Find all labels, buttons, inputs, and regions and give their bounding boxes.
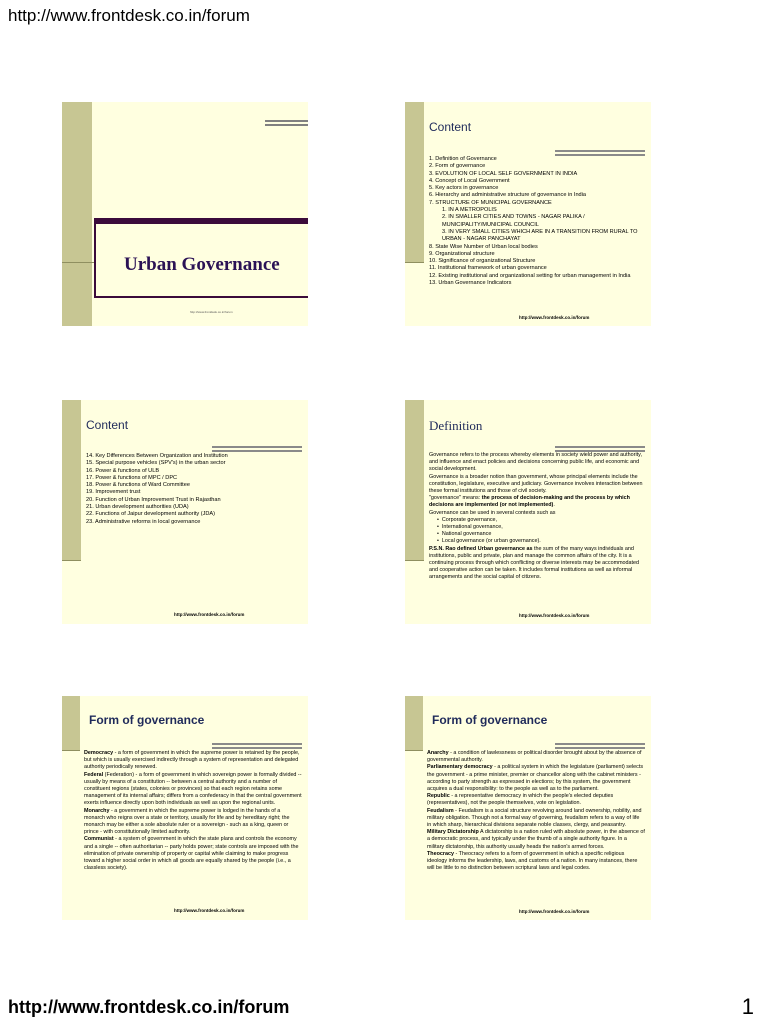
definition-text xyxy=(429,452,643,582)
paragraph: "governance" means: the process of decision-making and the process by which decisions are implemented (or not implemented). xyxy=(429,495,630,509)
sub-list-item: 1. IN A METROPOLIS xyxy=(442,207,497,214)
list-item: 1. Definition of Governance xyxy=(429,156,497,162)
slide-content-2 xyxy=(62,400,308,624)
slide-sidebar xyxy=(405,102,424,262)
list-item: 3. EVOLUTION OF LOCAL SELF GOVERNMENT IN INDIA xyxy=(429,170,578,177)
slide-url: http://www.frontdesk.co.in/forum xyxy=(519,909,590,914)
list-item: 15. Special purpose vehicles (SPV's) in the urban sector xyxy=(86,460,226,467)
definition-entry: Theocracy - Theocracy refers to a form of government in which a specific religious ideology informs the leadership, laws, and customs of a nation. In many instances, there will be little to no distinction between scriptural laws and legal codes. xyxy=(427,850,638,872)
definition-entry: Communist - a system of government in which the state plans and controls the economy and a single -- often authoritarian -- party holds power; state controls are imposed with the elimination of private ownership of property or capital while claiming to make progress toward a higher social order in which all goods are equally shared by the people (i.e., a classless society). xyxy=(84,836,299,872)
governance-definitions xyxy=(84,750,302,872)
list-item: 16. Power & functions of ULB xyxy=(86,467,160,474)
list-item: 21. Urban development authorities (UDA) xyxy=(86,504,189,511)
list-item: 10. Significance of organizational Structure xyxy=(429,258,536,265)
slide-definition xyxy=(405,400,651,624)
list-item: 18. Power & functions of Ward Committee xyxy=(86,482,190,489)
content-list xyxy=(86,453,300,526)
slide-heading: Form of governance xyxy=(89,713,205,727)
list-item: 9. Organizational structure xyxy=(429,250,495,257)
list-item: 19. Improvement trust xyxy=(86,489,141,496)
bullet-list xyxy=(429,517,643,546)
definition-entry: Republic - a representative democracy in which the people's elected deputies (representatives), not the people themselves, vote on legislation. xyxy=(427,793,614,807)
definition-entry: Feudalism - Feudalism is a social structure revolving around land ownership, nobility, and military obligation. Though not a formal way of governing, feudalism refers to a way of life in which sharp, hierarchical divisions separate noble classes, clergy, and peasantry. xyxy=(427,807,642,829)
definition-entry: Anarchy - a condition of lawlessness or political disorder brought about by the absence of governmental authority. xyxy=(427,750,642,764)
page-url-bottom[interactable]: http://www.frontdesk.co.in/forum xyxy=(8,997,290,1017)
slide-url: http://www.frontdesk.co.in/forum xyxy=(190,310,233,314)
list-item: 12. Existing institutional and organizational setting for urban management in India xyxy=(429,272,631,279)
list-item: 11. Institutional framework of urban governance xyxy=(429,265,547,272)
list-item: 8. State Wise Number of Urban local bodies xyxy=(429,243,538,250)
slide-heading: Content xyxy=(86,418,129,432)
list-item: 5. Key actors in governance xyxy=(429,185,499,192)
slide-sidebar xyxy=(62,400,81,560)
list-item: 4. Concept of Local Government xyxy=(429,177,510,184)
definition-entry: Parliamentary democracy - a political system in which the legislature (parliament) selects the government - a prime minister, premier or chancellor along with the cabinet ministers - according to party strength as expressed in elections; by this system, the government acquires a dual responsibility: to the people as well as to the parliament. xyxy=(427,764,644,793)
list-item: • National governance xyxy=(437,531,492,538)
paragraph: Governance can be used in several contexts such as xyxy=(429,509,556,516)
sidebar-rule xyxy=(405,262,424,263)
paragraph: Governance refers to the process whereby elements in society wield power and authority, and influence and enact policies and decisions concerning public life, and economic and social development. xyxy=(429,452,642,473)
list-item: 23. Administrative reforms in local governance xyxy=(86,518,201,525)
slide-title xyxy=(62,102,308,326)
slide-form-of-governance-1 xyxy=(62,696,308,920)
definition-entry: Democracy - a form of government in which the supreme power is retained by the people, but which is usually exercised indirectly through a system of representation and delegated authority periodically renewed. xyxy=(84,750,300,771)
list-item: 22. Functions of Jaipur development authority (JDA) xyxy=(86,511,216,518)
decorative-lines xyxy=(265,120,308,128)
paragraph: Governance is a broader notion than government, whose principal elements include the constitution, legislature, executive and judiciary. Governance involves interaction between these formal institutions and those of civil society. xyxy=(429,473,643,495)
slide-sidebar xyxy=(62,696,80,750)
sub-list-item: 2. IN SMALLER CITIES AND TOWNS - NAGAR PALIKA / MUNICIPALITY/MUNICIPAL COUNCIL xyxy=(442,214,585,228)
list-item: 2. Form of governance xyxy=(429,163,486,170)
slide-url: http://www.frontdesk.co.in/forum xyxy=(174,908,245,913)
list-item: • International governance, xyxy=(437,524,503,531)
slide-form-of-governance-2 xyxy=(405,696,651,920)
list-item: • Local governance (or urban governance). xyxy=(437,538,541,545)
page-number: 1 xyxy=(741,994,754,1019)
slide-url: http://www.frontdesk.co.in/forum xyxy=(174,612,245,617)
list-item: 14. Key Differences Between Organization and Institution xyxy=(86,453,228,459)
definition-entry: Military Dictatorship A dictatorship is a nation ruled with absolute power, in the absence of a democratic process, and typically under the thumb of a single authority figure. In a military dictatorship, this authority usually heads the nation's armed forces. xyxy=(427,829,645,850)
slide-url: http://www.frontdesk.co.in/forum xyxy=(519,315,590,320)
definition-entry: Federal (Federation) - a form of government in which sovereign power is formally divided -- usually by means of a constitution -- between a central authority and a number of constituent regions (states, colonies or provinces) so that each region retains some management of its internal affairs; differs from a confederacy in that the central government exerts influence directly upon both individuals as well as upon the regional units. xyxy=(84,771,302,807)
slide-sidebar xyxy=(62,102,92,326)
sub-list-item: 3. IN VERY SMALL CITIES WHICH ARE IN A TRANSITION FROM RURAL TO URBAN - NAGAR PANCHAYAT xyxy=(442,228,638,243)
slide-heading: Definition xyxy=(429,418,483,433)
sidebar-rule xyxy=(62,262,96,263)
slide-sidebar xyxy=(405,400,424,560)
definition-entry: Monarchy - a government in which the supreme power is lodged in the hands of a monarch who reigns over a state or territory, usually for life and by hereditary right; the monarch may be either a sole absolute ruler or a sovereign - such as a king, queen or prince - with constitutionally limited authority. xyxy=(84,807,290,836)
sidebar-rule xyxy=(405,750,423,751)
sidebar-rule xyxy=(62,750,80,751)
slide-heading: Form of governance xyxy=(432,713,548,727)
title-box xyxy=(94,218,308,298)
slide-heading: Content xyxy=(429,120,472,134)
list-item: 17. Power & functions of MPC / DPC xyxy=(86,474,178,481)
sidebar-rule xyxy=(62,560,81,561)
slide-title-text: Urban Governance xyxy=(124,254,280,275)
list-item: 6. Hierarchy and administrative structure of governance in India xyxy=(429,192,587,199)
list-item: • Corporate governance, xyxy=(437,516,498,523)
slide-content-1 xyxy=(405,102,651,326)
slide-url: http://www.frontdesk.co.in/forum xyxy=(519,613,590,618)
sidebar-rule xyxy=(405,560,424,561)
page-url-top[interactable]: http://www.frontdesk.co.in/forum xyxy=(8,6,250,25)
paragraph: P.S.N. Rao defined Urban governance as the sum of the many ways individuals and institutions, public and private, plan and manage the common affairs of the city. It is a continuing process through which conflicting or diverse interests may be accommodated and cooperative action can be taken. It includes formal institutions as well as informal arrangements and the social capital of citizens. xyxy=(429,545,640,581)
governance-definitions xyxy=(427,750,645,872)
slide-sidebar xyxy=(405,696,423,750)
list-item: 20. Function of Urban Improvement Trust in Rajasthan xyxy=(86,496,221,503)
content-list xyxy=(429,156,643,287)
list-item: 13. Urban Governance Indicators xyxy=(429,280,512,287)
list-item: 7. STRUCTURE OF MUNICIPAL GOVERNANCE xyxy=(429,199,552,206)
